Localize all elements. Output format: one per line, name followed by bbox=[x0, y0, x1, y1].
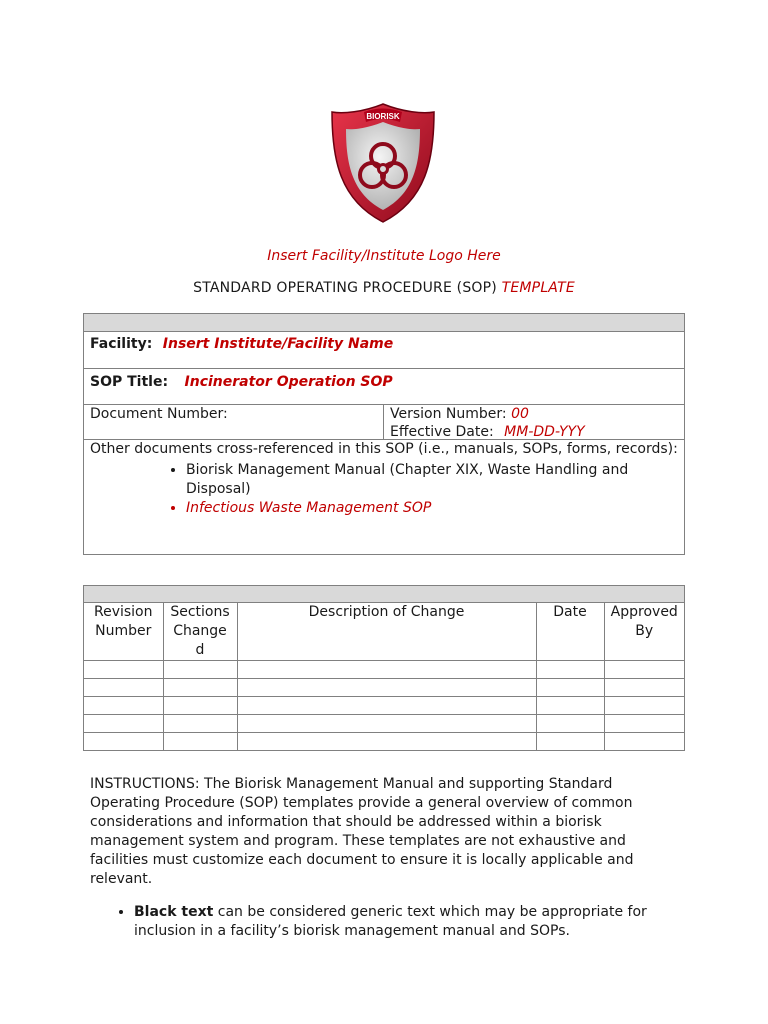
table-cell[interactable] bbox=[84, 679, 163, 697]
table-cell[interactable] bbox=[536, 661, 604, 679]
instructions-paragraph: INSTRUCTIONS: The Biorisk Management Manual and supporting Standard Operating Procedure (SOP) templates provide a general overview of common considerations and information that should be addressed within a biorisk management system and program. These templates are not exhaustive and facilities must customize each document to ensure it is locally applicable and relevant. bbox=[90, 776, 634, 887]
facility-value[interactable]: Insert Institute/Facility Name bbox=[162, 336, 394, 352]
biorisk-logo bbox=[328, 100, 438, 225]
table-header-row bbox=[84, 603, 684, 661]
table-cell[interactable] bbox=[237, 697, 536, 715]
table-cell[interactable] bbox=[536, 697, 604, 715]
effective-date-value: MM-DD-YYY bbox=[504, 424, 585, 440]
table-cell[interactable] bbox=[163, 733, 237, 751]
sop-title-value[interactable]: Incinerator Operation SOP bbox=[184, 374, 393, 390]
table-header-bar bbox=[84, 586, 684, 603]
version-cell[interactable] bbox=[384, 405, 684, 439]
table-cell[interactable] bbox=[604, 661, 684, 679]
table-cell[interactable] bbox=[237, 733, 536, 751]
facility-label: Facility: bbox=[90, 336, 153, 352]
col-approved-by: Approved By bbox=[604, 603, 684, 661]
table-cell[interactable] bbox=[237, 661, 536, 679]
revision-history-table bbox=[83, 585, 685, 751]
document-row bbox=[84, 405, 684, 440]
table-cell[interactable] bbox=[84, 661, 163, 679]
table-cell[interactable] bbox=[536, 715, 604, 733]
effective-date-label: Effective Date: bbox=[390, 424, 494, 440]
sop-title-row bbox=[84, 369, 684, 405]
table-cell[interactable] bbox=[84, 715, 163, 733]
col-description: Description of Change bbox=[237, 603, 536, 661]
table-cell[interactable] bbox=[237, 679, 536, 697]
document-number-label: Document Number: bbox=[90, 406, 228, 422]
table-row bbox=[84, 661, 684, 679]
heading-main: STANDARD OPERATING PROCEDURE (SOP) bbox=[193, 280, 497, 296]
table-cell[interactable] bbox=[536, 679, 604, 697]
table-cell[interactable] bbox=[163, 697, 237, 715]
table-row bbox=[84, 715, 684, 733]
sop-title-label: SOP Title: bbox=[90, 374, 169, 390]
table-cell[interactable] bbox=[84, 697, 163, 715]
table-cell[interactable] bbox=[604, 679, 684, 697]
col-revision-number: Revision Number bbox=[84, 603, 163, 661]
table-header-bar bbox=[84, 314, 684, 332]
page-title bbox=[0, 280, 768, 296]
table-cell[interactable] bbox=[237, 715, 536, 733]
heading-suffix: TEMPLATE bbox=[501, 280, 575, 296]
table-row bbox=[84, 679, 684, 697]
instructions-bullets bbox=[110, 903, 674, 941]
bullet-text: can be considered generic text which may be appropriate for inclusion in a facility’s biorisk management manual and SOPs. bbox=[134, 904, 647, 939]
version-value: 00 bbox=[511, 406, 529, 422]
table-cell[interactable] bbox=[163, 715, 237, 733]
svg-text:BIORISK: BIORISK bbox=[366, 112, 400, 121]
table-row bbox=[84, 697, 684, 715]
col-date: Date bbox=[536, 603, 604, 661]
facility-row bbox=[84, 332, 684, 369]
list-item bbox=[134, 903, 674, 941]
cross-reference-row bbox=[84, 440, 684, 554]
version-label: Version Number: bbox=[390, 406, 507, 422]
bullet-bold-text: Black text bbox=[134, 904, 214, 920]
cross-reference-label: Other documents cross-referenced in this SOP (i.e., manuals, SOPs, forms, records): bbox=[90, 441, 678, 457]
table-cell[interactable] bbox=[163, 679, 237, 697]
list-item[interactable]: • Biorisk Management Manual (Chapter XIX, Waste Handling and Disposal) bbox=[186, 461, 678, 499]
table-cell[interactable] bbox=[604, 697, 684, 715]
cross-reference-list bbox=[90, 461, 678, 518]
list-item[interactable]: • Infectious Waste Management SOP bbox=[186, 499, 678, 518]
sop-info-table bbox=[83, 313, 685, 555]
logo-caption: Insert Facility/Institute Logo Here bbox=[267, 248, 501, 264]
table-row bbox=[84, 733, 684, 751]
table-cell[interactable] bbox=[604, 715, 684, 733]
table-cell[interactable] bbox=[536, 733, 604, 751]
table-cell[interactable] bbox=[604, 733, 684, 751]
col-sections-changed: Sections Changed bbox=[163, 603, 237, 661]
table-cell[interactable] bbox=[84, 733, 163, 751]
document-number-cell[interactable] bbox=[84, 405, 384, 439]
table-cell[interactable] bbox=[163, 661, 237, 679]
